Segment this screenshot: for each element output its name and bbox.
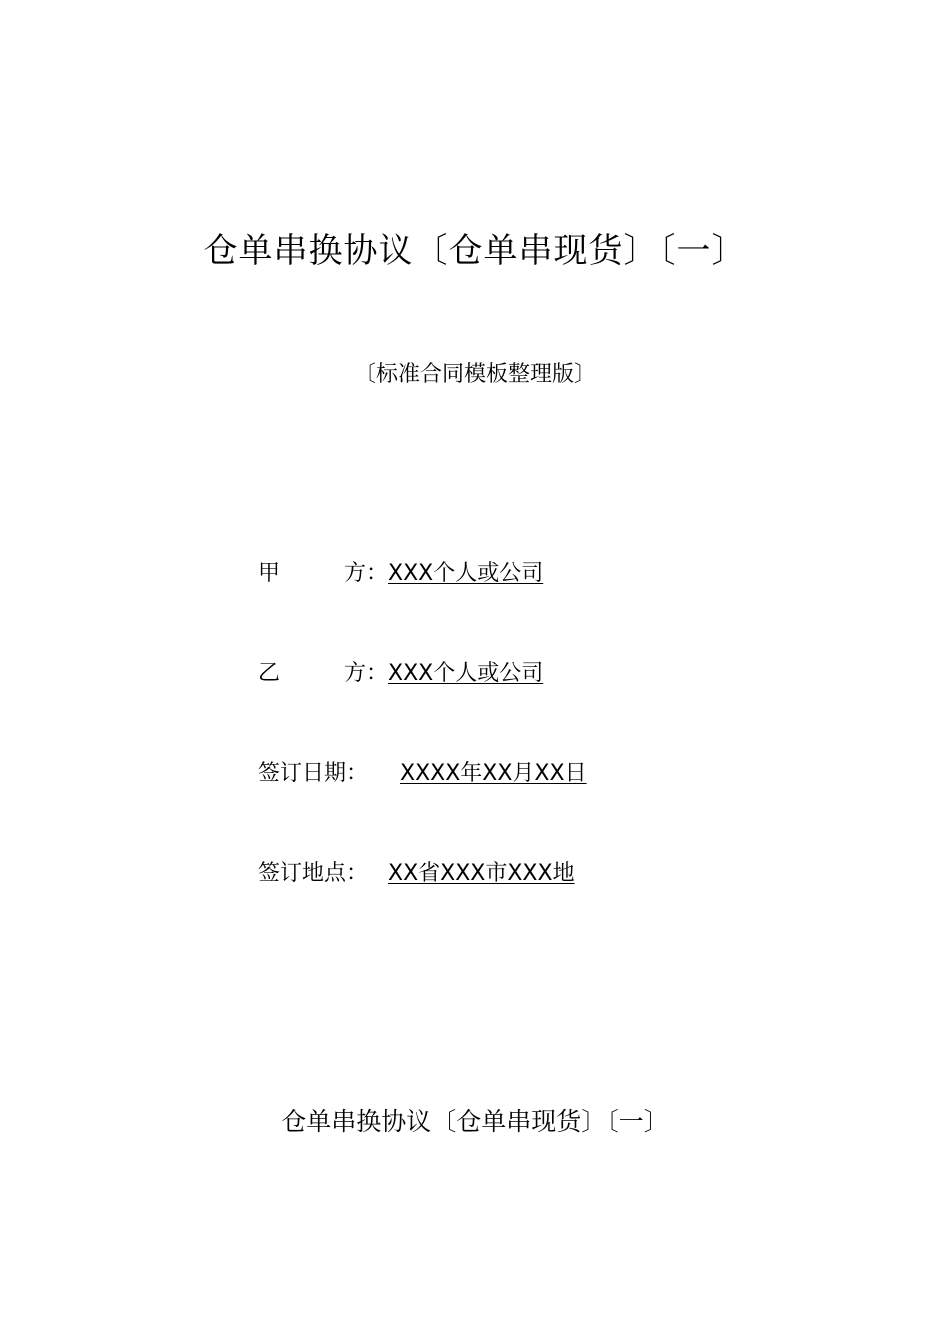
party-a-label — [258, 556, 388, 592]
sign-date-value: XXXX年XX月XX日 — [400, 761, 587, 786]
party-b-label — [258, 656, 388, 692]
party-b-label-right: 方： — [343, 661, 388, 686]
party-b-value: XXX个人或公司 — [388, 661, 544, 686]
sign-place-label: 签订地点： — [258, 861, 369, 886]
sign-date-row — [258, 756, 613, 792]
party-a-label-right: 方： — [343, 561, 388, 586]
party-a-value: XXX个人或公司 — [388, 561, 544, 586]
document-title: 仓单串换协议〔仓单串现货〕〔一〕 — [203, 231, 747, 271]
party-a-row — [258, 556, 597, 592]
party-a-label-left: 甲 — [258, 561, 281, 586]
document-subtitle: 〔标准合同模板整理版〕 — [353, 362, 596, 387]
sign-date-label: 签订日期： — [258, 761, 369, 786]
sign-place-row — [258, 856, 589, 892]
body-title: 仓单串换协议〔仓单串现货〕〔一〕 — [281, 1107, 669, 1136]
sign-place-value: XX省XXX市XXX地 — [388, 861, 575, 886]
party-b-label-left: 乙 — [258, 661, 281, 686]
party-b-row — [258, 656, 597, 692]
